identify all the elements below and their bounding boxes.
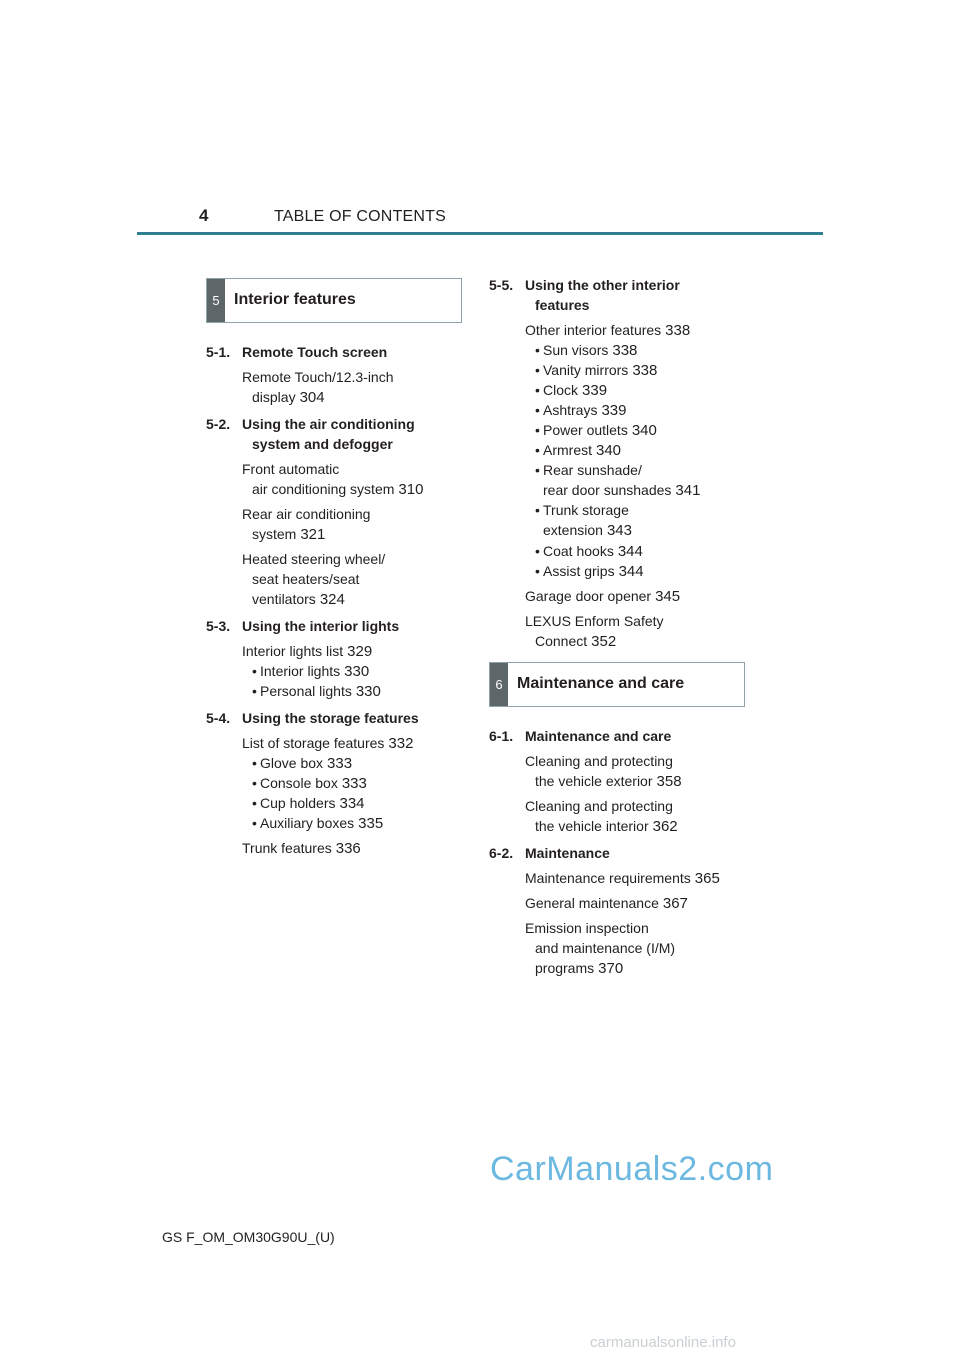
toc-entry[interactable] xyxy=(242,459,452,500)
subsection-number: 5-1. xyxy=(206,344,231,360)
entry-label: display xyxy=(252,389,296,405)
entry-label: List of storage features xyxy=(242,735,385,751)
entry-label: Maintenance requirements xyxy=(525,870,691,886)
toc-entry[interactable] xyxy=(525,611,735,652)
bullet-icon: • xyxy=(535,442,540,458)
subsection-title: Using the interior lights xyxy=(242,618,400,634)
entry-page: 339 xyxy=(582,382,608,399)
toc-entry[interactable] xyxy=(242,367,452,408)
toc-bullet-entry[interactable] xyxy=(252,753,452,774)
header-rule xyxy=(137,232,823,235)
entry-page: 365 xyxy=(694,870,720,887)
entry-label: Rear air conditioning xyxy=(242,506,371,522)
entry-label: Cup holders xyxy=(260,795,336,811)
entry-page: 333 xyxy=(327,755,353,772)
entry-label: Power outlets xyxy=(543,422,628,438)
entry-label: Emission inspection xyxy=(525,920,649,936)
entry-label: Vanity mirrors xyxy=(543,362,629,378)
bullet-icon: • xyxy=(535,362,540,378)
subsection-number: 5-4. xyxy=(206,710,231,726)
entry-page: 333 xyxy=(341,775,367,792)
entry-page: 358 xyxy=(656,773,682,790)
entry-page: 338 xyxy=(612,342,638,359)
section-title: Interior features xyxy=(234,291,356,308)
entry-page: 330 xyxy=(344,663,370,680)
entry-page: 370 xyxy=(598,960,624,977)
bullet-icon: • xyxy=(252,683,257,699)
toc-bullet-entry[interactable] xyxy=(535,440,735,461)
entry-label: Cleaning and protecting xyxy=(525,753,673,769)
entry-page: 334 xyxy=(339,795,365,812)
entry-page: 352 xyxy=(591,633,617,650)
entry-page: 335 xyxy=(358,815,384,832)
entry-label: the vehicle interior xyxy=(535,818,649,834)
toc-bullet-entry[interactable] xyxy=(252,773,452,794)
entry-page: 344 xyxy=(618,563,644,580)
entry-page: 345 xyxy=(655,588,681,605)
entry-label: Assist grips xyxy=(543,563,615,579)
toc-entry[interactable] xyxy=(242,549,452,610)
bullet-icon: • xyxy=(535,563,540,579)
entry-label: LEXUS Enform Safety xyxy=(525,613,664,629)
entry-label: air conditioning system xyxy=(252,481,395,497)
entry-page: 340 xyxy=(596,442,622,459)
bullet-icon: • xyxy=(535,462,540,478)
subsection-title: Maintenance xyxy=(525,845,610,861)
bullet-icon: • xyxy=(535,422,540,438)
subsection-title: Using the storage features xyxy=(242,710,419,726)
toc-bullet-entry[interactable] xyxy=(535,340,735,361)
subsection-title-cont: system and defogger xyxy=(252,436,393,452)
bullet-icon: • xyxy=(535,342,540,358)
entry-label: General maintenance xyxy=(525,895,659,911)
entry-page: 341 xyxy=(675,482,701,499)
entry-page: 304 xyxy=(299,389,325,406)
toc-bullet-entry[interactable] xyxy=(535,420,735,441)
entry-label: and maintenance (I/M) xyxy=(535,940,676,956)
entry-label: Ashtrays xyxy=(543,402,598,418)
subsection-number: 5-2. xyxy=(206,416,231,432)
entry-label: Glove box xyxy=(260,755,324,771)
subsection-number: 5-5. xyxy=(489,277,514,293)
toc-bullet-entry[interactable] xyxy=(535,380,735,401)
entry-label: Auxiliary boxes xyxy=(260,815,355,831)
entry-label: Remote Touch/12.3-inch xyxy=(242,369,394,385)
entry-label: Coat hooks xyxy=(543,543,614,559)
bullet-icon: • xyxy=(252,755,257,771)
entry-page: 340 xyxy=(631,422,657,439)
entry-label: Clock xyxy=(543,382,579,398)
bullet-icon: • xyxy=(252,775,257,791)
section-number-tab: 6 xyxy=(490,663,508,706)
entry-page: 339 xyxy=(601,402,627,419)
entry-page: 367 xyxy=(662,895,688,912)
section-5-header[interactable] xyxy=(206,278,462,323)
header-title: TABLE OF CONTENTS xyxy=(274,208,447,225)
toc-entry[interactable] xyxy=(525,893,735,914)
toc-bullet-entry[interactable] xyxy=(535,360,735,381)
entry-label: the vehicle exterior xyxy=(535,773,653,789)
entry-label: Front automatic xyxy=(242,461,340,477)
toc-entry[interactable] xyxy=(525,586,735,607)
entry-page: 336 xyxy=(335,840,361,857)
toc-bullet-entry[interactable] xyxy=(252,661,452,682)
subsection-title: Using the other interior xyxy=(525,277,680,293)
footer-code: GS F_OM_OM30G90U_(U) xyxy=(162,1229,335,1245)
entry-label: Heated steering wheel/ xyxy=(242,551,386,567)
toc-bullet-entry[interactable] xyxy=(535,500,735,541)
entry-label: Console box xyxy=(260,775,338,791)
entry-label: Interior lights list xyxy=(242,643,344,659)
subsection-title: Using the air conditioning xyxy=(242,416,415,432)
entry-page: 338 xyxy=(632,362,658,379)
entry-label: Rear sunshade/ xyxy=(543,462,642,478)
toc-entry[interactable] xyxy=(242,641,452,662)
entry-label: Armrest xyxy=(543,442,592,458)
subsection-number: 6-2. xyxy=(489,845,514,861)
toc-bullet-entry[interactable] xyxy=(535,561,735,582)
bullet-icon: • xyxy=(535,502,540,518)
toc-bullet-entry[interactable] xyxy=(535,460,735,501)
entry-label: Trunk storage xyxy=(543,502,629,518)
bullet-icon: • xyxy=(535,382,540,398)
entry-label: extension xyxy=(543,522,603,538)
entry-label: Interior lights xyxy=(260,663,341,679)
watermark-logo: CarManuals2.com xyxy=(490,1150,774,1188)
toc-bullet-entry[interactable] xyxy=(252,813,452,834)
subsection-number: 6-1. xyxy=(489,728,514,744)
entry-label: Garage door opener xyxy=(525,588,652,604)
toc-bullet-entry[interactable] xyxy=(252,681,452,702)
entry-page: 344 xyxy=(617,543,643,560)
subsection-number: 5-3. xyxy=(206,618,231,634)
entry-page: 330 xyxy=(355,683,381,700)
toc-entry[interactable] xyxy=(525,320,735,341)
entry-page: 321 xyxy=(300,526,326,543)
bullet-icon: • xyxy=(252,815,257,831)
entry-page: 310 xyxy=(398,481,424,498)
entry-label: ventilators xyxy=(252,591,316,607)
entry-label: Sun visors xyxy=(543,342,609,358)
toc-entry[interactable] xyxy=(525,868,735,889)
toc-entry[interactable] xyxy=(242,504,452,545)
entry-page: 343 xyxy=(606,522,632,539)
entry-label: Trunk features xyxy=(242,840,332,856)
entry-page: 332 xyxy=(388,735,414,752)
entry-label: Cleaning and protecting xyxy=(525,798,673,814)
bullet-icon: • xyxy=(535,543,540,559)
page-number: 4 xyxy=(199,206,209,225)
toc-entry[interactable] xyxy=(242,733,452,754)
toc-entry[interactable] xyxy=(242,838,452,859)
bullet-icon: • xyxy=(252,795,257,811)
subsection-title: Maintenance and care xyxy=(525,728,672,744)
bullet-icon: • xyxy=(535,402,540,418)
toc-bullet-entry[interactable] xyxy=(535,400,735,421)
toc-entry[interactable] xyxy=(525,796,735,837)
entry-page: 338 xyxy=(665,322,691,339)
entry-label: seat heaters/seat xyxy=(252,571,360,587)
entry-page: 324 xyxy=(319,591,345,608)
subsection-title: Remote Touch screen xyxy=(242,344,388,360)
subsection-title-cont: features xyxy=(535,297,590,313)
toc-bullet-entry[interactable] xyxy=(252,793,452,814)
entry-label: system xyxy=(252,526,297,542)
entry-page: 329 xyxy=(347,643,373,660)
section-title: Maintenance and care xyxy=(517,675,685,692)
entry-label: programs xyxy=(535,960,595,976)
entry-label: rear door sunshades xyxy=(543,482,672,498)
toc-bullet-entry[interactable] xyxy=(535,541,735,562)
entry-label: Other interior features xyxy=(525,322,662,338)
toc-entry[interactable] xyxy=(525,918,735,979)
toc-entry[interactable] xyxy=(525,751,735,792)
bullet-icon: • xyxy=(252,663,257,679)
section-6-header[interactable] xyxy=(489,662,745,707)
watermark-url: carmanualsonline.info xyxy=(590,1334,736,1351)
entry-page: 362 xyxy=(652,818,678,835)
section-number-tab: 5 xyxy=(207,279,225,322)
entry-label: Personal lights xyxy=(260,683,352,699)
entry-label: Connect xyxy=(535,633,588,649)
